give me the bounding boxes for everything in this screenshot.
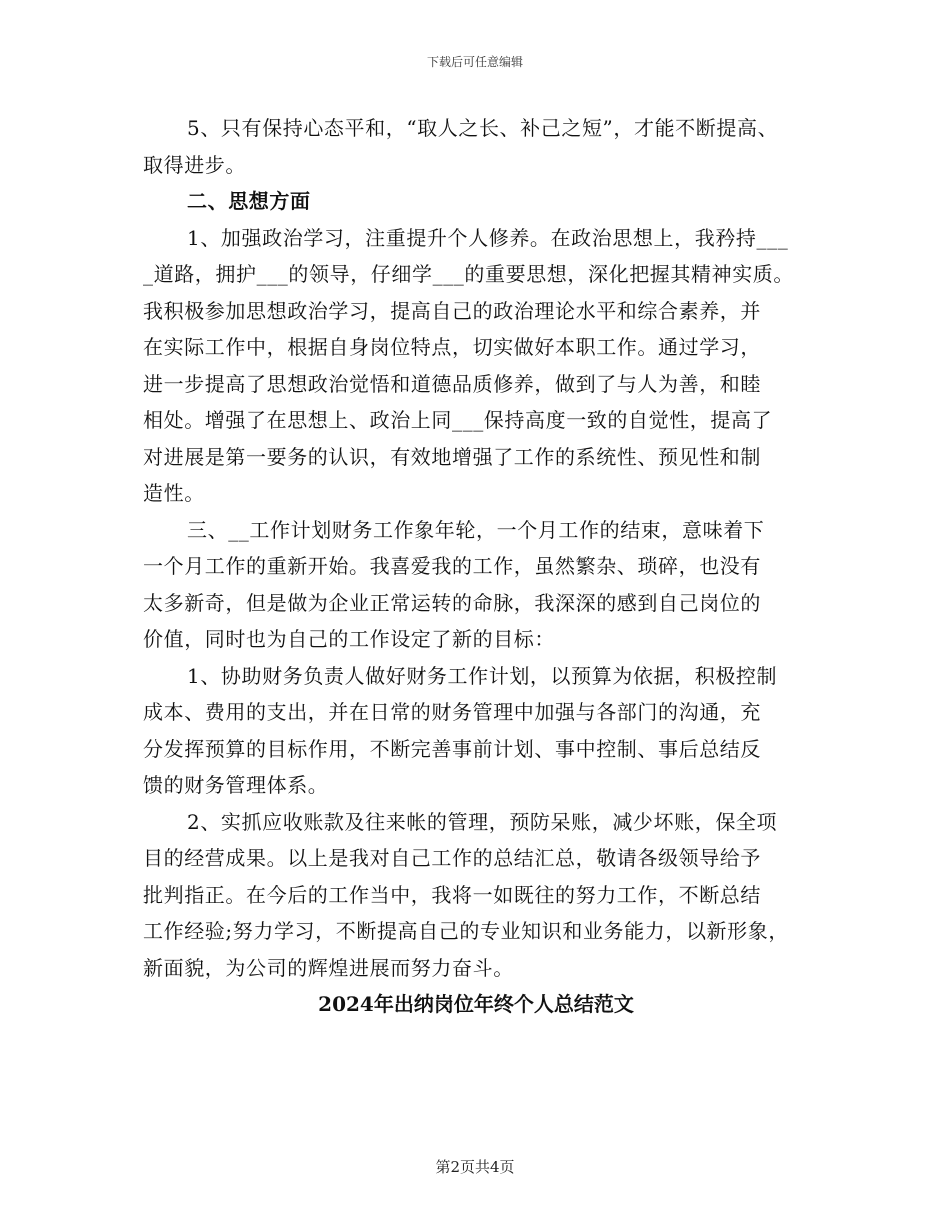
paragraph-line: 进一步提高了思想政治觉悟和道德品质修养，做到了与人为善，和睦 (143, 371, 761, 396)
paragraph-line: 在实际工作中，根据自身岗位特点，切实做好本职工作。通过学习， (143, 335, 761, 359)
paragraph-line: 目的经营成果。以上是我对自己工作的总结汇总，敬请各级领导给予 (143, 846, 761, 870)
paragraph-line: 1、加强政治学习，注重提升个人修养。在政治思想上，我矜持___ (187, 225, 789, 250)
paragraph-line: 我积极参加思想政治学习，提高自己的政治理论水平和综合素养，并 (143, 298, 761, 323)
paragraph-line: 对进展是第一要务的认识，有效地增强了工作的系统性、预见性和制 (143, 444, 761, 469)
document-body (143, 110, 823, 1023)
paragraph-line: _道路，拥护___的领导，仔细学___的重要思想，深化把握其精神实质。 (143, 262, 794, 286)
paragraph-line: 太多新奇，但是做为企业正常运转的命脉，我深深的感到自己岗位的 (143, 590, 761, 615)
page-header: 下载后可任意编辑 (426, 55, 523, 69)
paragraph-line: 成本、费用的支出，并在日常的财务管理中加强与各部门的沟通，充 (143, 700, 761, 724)
page-number: 第2页共4页 (435, 1158, 515, 1176)
paragraph-line: 馈的财务管理体系。 (143, 773, 329, 797)
paragraph-line: 三、__工作计划财务工作象年轮，一个月工作的结束，意味着下 (187, 517, 765, 542)
paragraph-line: 价值，同时也为自己的工作设定了新的目标： (143, 627, 555, 651)
paragraph-line: 新面貌，为公司的辉煌进展而努力奋斗。 (143, 955, 514, 980)
paragraph-line: 一个月工作的重新开始。我喜爱我的工作，虽然繁杂、琐碎，也没有 (143, 554, 761, 578)
paragraph-line: 取得进步。 (143, 152, 246, 177)
document-title: 2024年出纳岗位年终个人总结范文 (318, 992, 634, 1016)
paragraph-line: 批判指正。在今后的工作当中，我将一如既往的努力工作，不断总结 (143, 882, 761, 907)
section-heading: 二、思想方面 (187, 189, 311, 213)
paragraph-line: 工作经验;努力学习，不断提高自己的专业知识和业务能力，以新形象， (143, 919, 789, 943)
paragraph-line: 5、只有保持心态平和，“取人之长、补己之短”，才能不断提高、 (187, 116, 779, 140)
paragraph-line: 相处。增强了在思想上、政治上同___保持高度一致的自觉性，提高了 (143, 408, 773, 432)
paragraph-line: 2、实抓应收账款及往来帐的管理，预防呆账，减少坏账，保全项 (187, 809, 778, 834)
paragraph-line: 分发挥预算的目标作用，不断完善事前计划、事中控制、事后总结反 (143, 736, 761, 761)
paragraph-line: 1、协助财务负责人做好财务工作计划，以预算为依据，积极控制 (187, 663, 778, 688)
paragraph-line: 造性。 (143, 481, 205, 505)
